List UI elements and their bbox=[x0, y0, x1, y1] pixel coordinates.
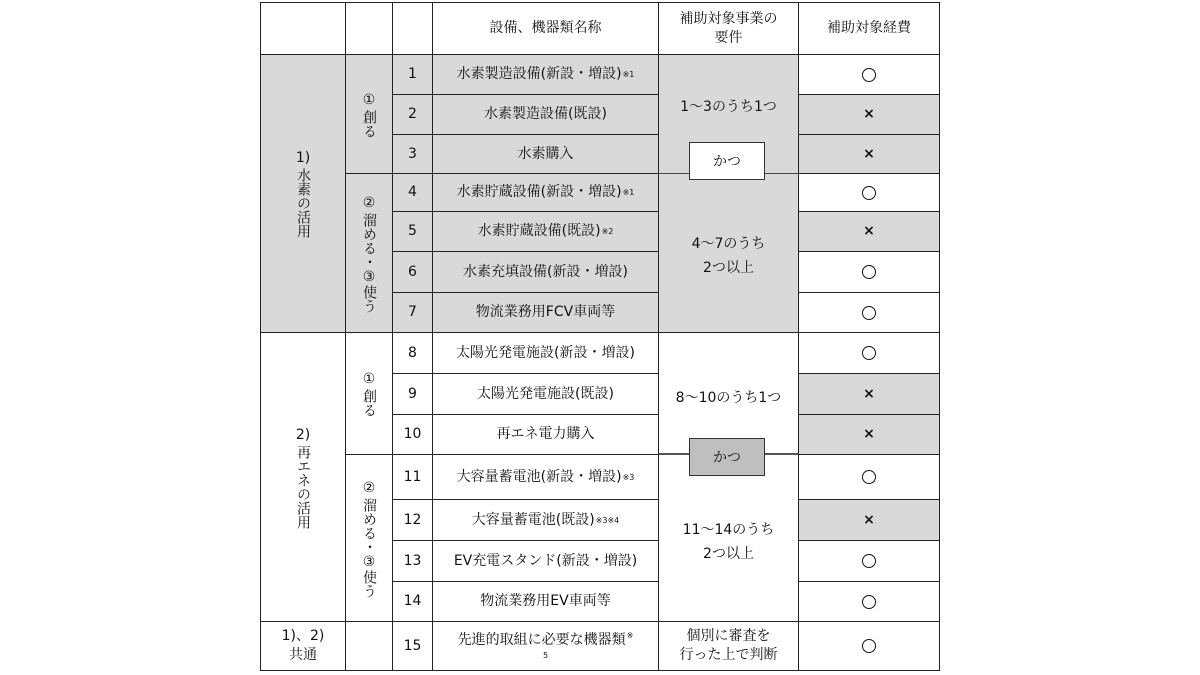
section-common-line2: 共通 bbox=[289, 647, 317, 663]
table-row-eligible bbox=[798, 173, 940, 212]
requirement-renewable-top: 8〜10のうち1つ bbox=[675, 390, 782, 406]
table-row-no bbox=[392, 211, 433, 252]
row-name: 水素購入 bbox=[517, 145, 574, 162]
section-common-label bbox=[260, 621, 346, 671]
table-row-eligible bbox=[798, 54, 940, 95]
row-name: 水素貯蔵設備(既設) bbox=[477, 223, 601, 239]
requirement-line2: 2つ以上 bbox=[703, 260, 754, 276]
row-number: 14 bbox=[403, 593, 422, 609]
header-requirement bbox=[658, 2, 799, 55]
table-row-eligible bbox=[798, 373, 940, 415]
table-row-eligible bbox=[798, 94, 940, 135]
table-row-name bbox=[432, 499, 659, 541]
row-number: 7 bbox=[408, 304, 417, 320]
requirement-line2: 2つ以上 bbox=[703, 546, 754, 562]
connector-and-badge bbox=[689, 142, 765, 180]
connector-and-text: かつ bbox=[713, 450, 741, 466]
subgroup-renewable-store-use bbox=[345, 454, 393, 622]
table-row-name bbox=[432, 54, 659, 95]
circle-mark-icon bbox=[862, 265, 876, 279]
circle-mark-icon bbox=[862, 186, 876, 200]
table-row-no bbox=[392, 499, 433, 541]
row-number: 11 bbox=[403, 468, 422, 485]
row-number: 15 bbox=[403, 637, 422, 654]
row-name: 水素貯蔵設備(新設・増設) bbox=[456, 184, 622, 200]
subgroup-circle-number: ② bbox=[362, 479, 376, 496]
table-row-name bbox=[432, 134, 659, 174]
table-row-name bbox=[432, 581, 659, 622]
subgroup-renewable-create bbox=[345, 332, 393, 455]
connector-and-badge bbox=[689, 438, 765, 476]
requirement-renewable-bottom bbox=[658, 518, 799, 566]
table-row-name bbox=[432, 332, 659, 374]
subgroup-label: 溜める・③使う bbox=[361, 497, 377, 598]
section-renewable-number: 2) bbox=[295, 426, 311, 443]
subgroup-label: 創る bbox=[361, 389, 377, 417]
table-row-no bbox=[392, 621, 433, 671]
circle-mark-icon bbox=[862, 470, 876, 484]
connector-and-text: かつ bbox=[713, 154, 741, 170]
table-row-no bbox=[392, 373, 433, 415]
footnote-mark: ※1 bbox=[622, 188, 635, 197]
header-requirement-line2: 要件 bbox=[714, 29, 743, 46]
table-row-eligible bbox=[798, 211, 940, 252]
row-number: 5 bbox=[408, 223, 417, 239]
table-row-no bbox=[392, 54, 433, 95]
row-number: 13 bbox=[403, 552, 422, 569]
table-row-eligible bbox=[798, 251, 940, 293]
row-name: 物流業務用FCV車両等 bbox=[475, 304, 616, 320]
row-number: 12 bbox=[403, 511, 422, 528]
section-common-line1: 1)、2) bbox=[281, 628, 325, 644]
table-row-name bbox=[432, 251, 659, 293]
cross-mark-icon: × bbox=[863, 511, 875, 528]
table-row-eligible bbox=[798, 414, 940, 455]
table-row-no bbox=[392, 332, 433, 374]
table-row-name bbox=[432, 94, 659, 135]
row-name: 大容量蓄電池(新設・増設) bbox=[456, 468, 622, 485]
subgroup-label: 溜める・③使う bbox=[361, 212, 377, 313]
subgroup-circle-number: ① bbox=[362, 371, 376, 387]
table-row-name bbox=[432, 621, 659, 671]
header-eligible-expense bbox=[798, 2, 940, 55]
row-name: 再エネ電力購入 bbox=[496, 426, 595, 442]
footnote-mark: ※ bbox=[626, 631, 634, 640]
table-row-no bbox=[392, 94, 433, 135]
section-renewable-label bbox=[260, 332, 346, 622]
table-row-no bbox=[392, 540, 433, 582]
row-name: 水素充填設備(新設・増設) bbox=[463, 263, 628, 280]
header-eligible-expense-text: 補助対象経費 bbox=[827, 20, 911, 36]
row-number: 6 bbox=[408, 263, 417, 280]
row-name: 水素製造設備(新設・増設) bbox=[456, 66, 622, 82]
table-row-name bbox=[432, 373, 659, 415]
requirement-common-line2: 行った上で判断 bbox=[679, 647, 778, 663]
table-row-name bbox=[432, 414, 659, 455]
subgroup-hydrogen-create bbox=[345, 54, 393, 174]
cross-mark-icon: × bbox=[863, 145, 875, 162]
table-row-name bbox=[432, 211, 659, 252]
subgroup-circle-number: ① bbox=[362, 91, 376, 108]
footnote-mark: ※2 bbox=[601, 227, 614, 236]
header-requirement-line1: 補助対象事業の bbox=[679, 10, 778, 27]
row-number: 1 bbox=[408, 66, 417, 82]
table-row-name bbox=[432, 540, 659, 582]
table-row-name bbox=[432, 173, 659, 212]
row-name: 物流業務用EV車両等 bbox=[480, 593, 611, 609]
circle-mark-icon bbox=[862, 346, 876, 360]
circle-mark-icon bbox=[862, 306, 876, 320]
row-name: 太陽光発電施設(既設) bbox=[477, 385, 614, 402]
row-number: 9 bbox=[408, 385, 417, 402]
row-number: 10 bbox=[403, 426, 422, 442]
header-blank-2 bbox=[345, 2, 393, 55]
row-name: 太陽光発電施設(新設・増設) bbox=[456, 344, 635, 361]
table-row-eligible bbox=[798, 540, 940, 582]
table-row-no bbox=[392, 292, 433, 333]
row-name: 先進的取組に必要な機器類 bbox=[457, 632, 626, 648]
subgroup-circle-number: ② bbox=[362, 194, 376, 211]
section-hydrogen-number: 1) bbox=[295, 150, 311, 166]
row-name: EV充電スタンド(新設・増設) bbox=[453, 552, 638, 569]
table-row-eligible bbox=[798, 581, 940, 622]
header-blank-1 bbox=[260, 2, 346, 55]
cross-mark-icon: × bbox=[863, 106, 875, 122]
footnote-mark: ※3※4 bbox=[595, 515, 620, 525]
table-row-no bbox=[392, 414, 433, 455]
section-hydrogen-label bbox=[260, 54, 346, 333]
table-row-eligible bbox=[798, 621, 940, 671]
table-row-no bbox=[392, 134, 433, 174]
footnote-mark: ※3 bbox=[622, 472, 635, 482]
table-row-eligible bbox=[798, 499, 940, 541]
table-row-name bbox=[432, 454, 659, 500]
row-name: 大容量蓄電池(既設) bbox=[471, 511, 595, 528]
circle-mark-icon bbox=[862, 68, 876, 82]
footnote-mark: ※1 bbox=[622, 70, 635, 79]
circle-mark-icon bbox=[862, 595, 876, 609]
circle-mark-icon bbox=[862, 554, 876, 568]
requirement-common-line1: 個別に審査を bbox=[686, 628, 771, 644]
table-row-eligible bbox=[798, 134, 940, 174]
table-row-no bbox=[392, 251, 433, 293]
row-name: 水素製造設備(既設) bbox=[484, 106, 607, 122]
header-equipment-name-text: 設備、機器類名称 bbox=[489, 20, 602, 36]
requirement-line1: 11〜14のうち bbox=[682, 522, 775, 538]
subgroup-hydrogen-store-use bbox=[345, 173, 393, 333]
circle-mark-icon bbox=[862, 639, 876, 653]
table-row-name bbox=[432, 292, 659, 333]
requirement-common bbox=[658, 621, 799, 671]
requirement-line1: 4〜7のうち bbox=[691, 236, 766, 252]
table-row-eligible bbox=[798, 332, 940, 374]
section-hydrogen-text: 水素の活用 bbox=[295, 168, 311, 238]
row-number: 4 bbox=[408, 184, 417, 200]
section-renewable-text: 再エネの活用 bbox=[295, 444, 311, 529]
row-number: 2 bbox=[408, 106, 417, 122]
footnote-mark-continued: 5 bbox=[542, 651, 549, 660]
cross-mark-icon: × bbox=[863, 385, 875, 402]
row-number: 8 bbox=[408, 344, 417, 361]
subgroup-label: 創る bbox=[361, 109, 377, 138]
header-blank-3 bbox=[392, 2, 433, 55]
table-row-no bbox=[392, 454, 433, 500]
requirement-renewable bbox=[658, 332, 799, 622]
table-row-eligible bbox=[798, 292, 940, 333]
table-row-no bbox=[392, 581, 433, 622]
cross-mark-icon: × bbox=[863, 223, 875, 239]
requirement-hydrogen-top: 1〜3のうち1つ bbox=[680, 99, 777, 115]
table-row-no bbox=[392, 173, 433, 212]
table-row-eligible bbox=[798, 454, 940, 500]
requirement-hydrogen-bottom bbox=[658, 232, 799, 280]
row-number: 3 bbox=[408, 145, 417, 162]
cross-mark-icon: × bbox=[863, 426, 875, 442]
header-equipment-name bbox=[432, 2, 659, 55]
section-common-blank bbox=[345, 621, 393, 671]
